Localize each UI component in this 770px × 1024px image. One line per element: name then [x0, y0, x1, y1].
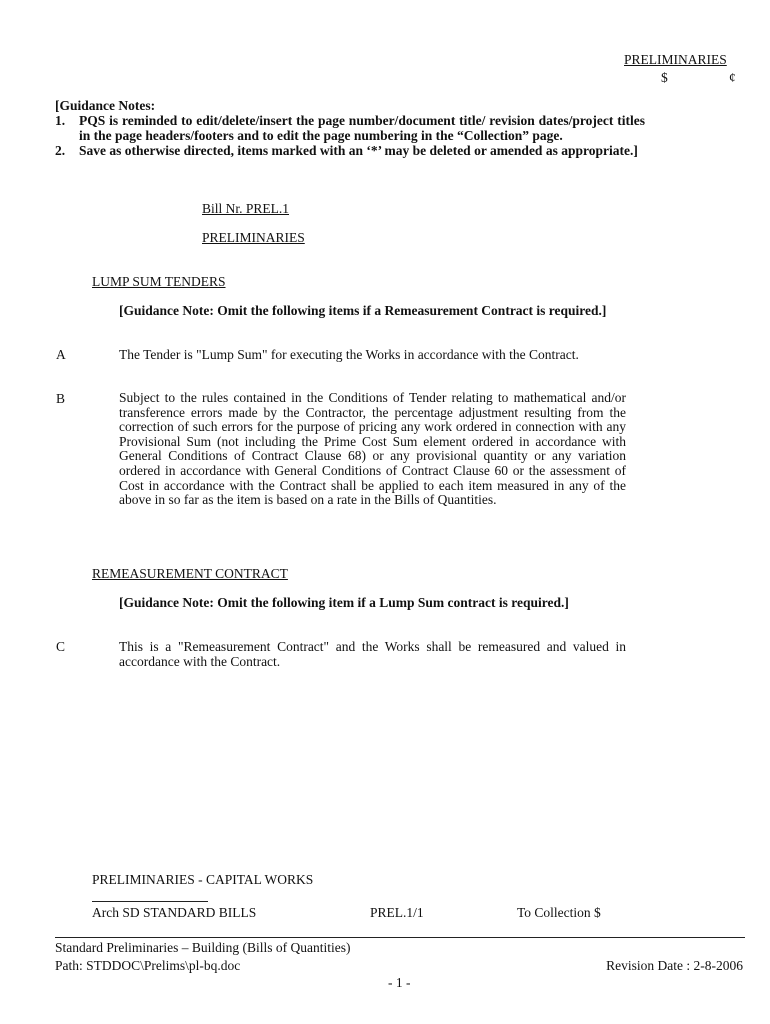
item-label-b: B: [56, 391, 66, 406]
guidance-heading: [Guidance Notes:: [55, 98, 156, 113]
guidance-item-text: PQS is reminded to edit/delete/insert the page number/document title/ revision dates/project titles in the page headers/footers and to edit the page numbering in the “Collection” page.: [79, 113, 645, 143]
item-text-c: This is a "Remeasurement Contract" and the Works shall be remeasured and valued in accordance with the Contract.: [119, 639, 626, 669]
remeasurement-heading: REMEASUREMENT CONTRACT: [92, 566, 288, 581]
remeasurement-guidance: [Guidance Note: Omit the following item if a Lump Sum contract is required.]: [119, 595, 569, 610]
bill-number: Bill Nr. PREL.1: [202, 201, 290, 216]
header-cent: ¢: [729, 70, 736, 85]
header-title: PRELIMINARIES: [624, 52, 727, 67]
header-dollar: $: [661, 70, 668, 85]
signature-divider: [92, 901, 208, 902]
item-label-a: A: [56, 347, 66, 362]
guidance-item: [55, 143, 645, 158]
item-text-b: Subject to the rules contained in the Conditions of Tender relating to mathematical and/or transference errors made by the Contractor, the percentage adjustment resulting from the correction of such errors for the purpose of pricing any work ordered in connection with any Provisional Sum (not including the Prime Cost Sum element ordered in accordance with General Conditions of Contract Clause 68) or any provisional quantity or any variation ordered in accordance with General Conditions of Contract Clause 60 or the assessment of Cost in accordance with the Contract shall be applied to each item measured in any of the above in so far as the item is based on a rate in the Bills of Quantities.: [119, 390, 626, 508]
footer-collection: To Collection $: [517, 905, 601, 920]
footer-path: Path: STDDOC\Prelims\pl-bq.doc: [55, 958, 241, 973]
guidance-list: [55, 113, 645, 158]
footer-divider: [55, 937, 745, 938]
bill-title: PRELIMINARIES: [202, 230, 305, 245]
guidance-item: [55, 113, 645, 143]
footer-doc-title: Standard Preliminaries – Building (Bills of Quantities): [55, 940, 351, 955]
footer-page-ref: PREL.1/1: [370, 905, 424, 920]
item-label-c: C: [56, 639, 66, 654]
footer-org: Arch SD STANDARD BILLS: [92, 905, 257, 920]
guidance-item-text: Save as otherwise directed, items marked with an ‘*’ may be deleted or amended as appropriate.]: [79, 143, 638, 158]
footer-revision-date: Revision Date : 2-8-2006: [606, 958, 743, 973]
lump-sum-heading: LUMP SUM TENDERS: [92, 274, 226, 289]
guidance-item-number: 1.: [55, 113, 66, 128]
section-footer-title: PRELIMINARIES - CAPITAL WORKS: [92, 872, 314, 887]
guidance-item-number: 2.: [55, 143, 66, 158]
lump-sum-guidance: [Guidance Note: Omit the following items if a Remeasurement Contract is required.]: [119, 303, 607, 318]
item-text-a: The Tender is "Lump Sum" for executing the Works in accordance with the Contract.: [119, 347, 579, 362]
page-number: - 1 -: [388, 975, 411, 990]
